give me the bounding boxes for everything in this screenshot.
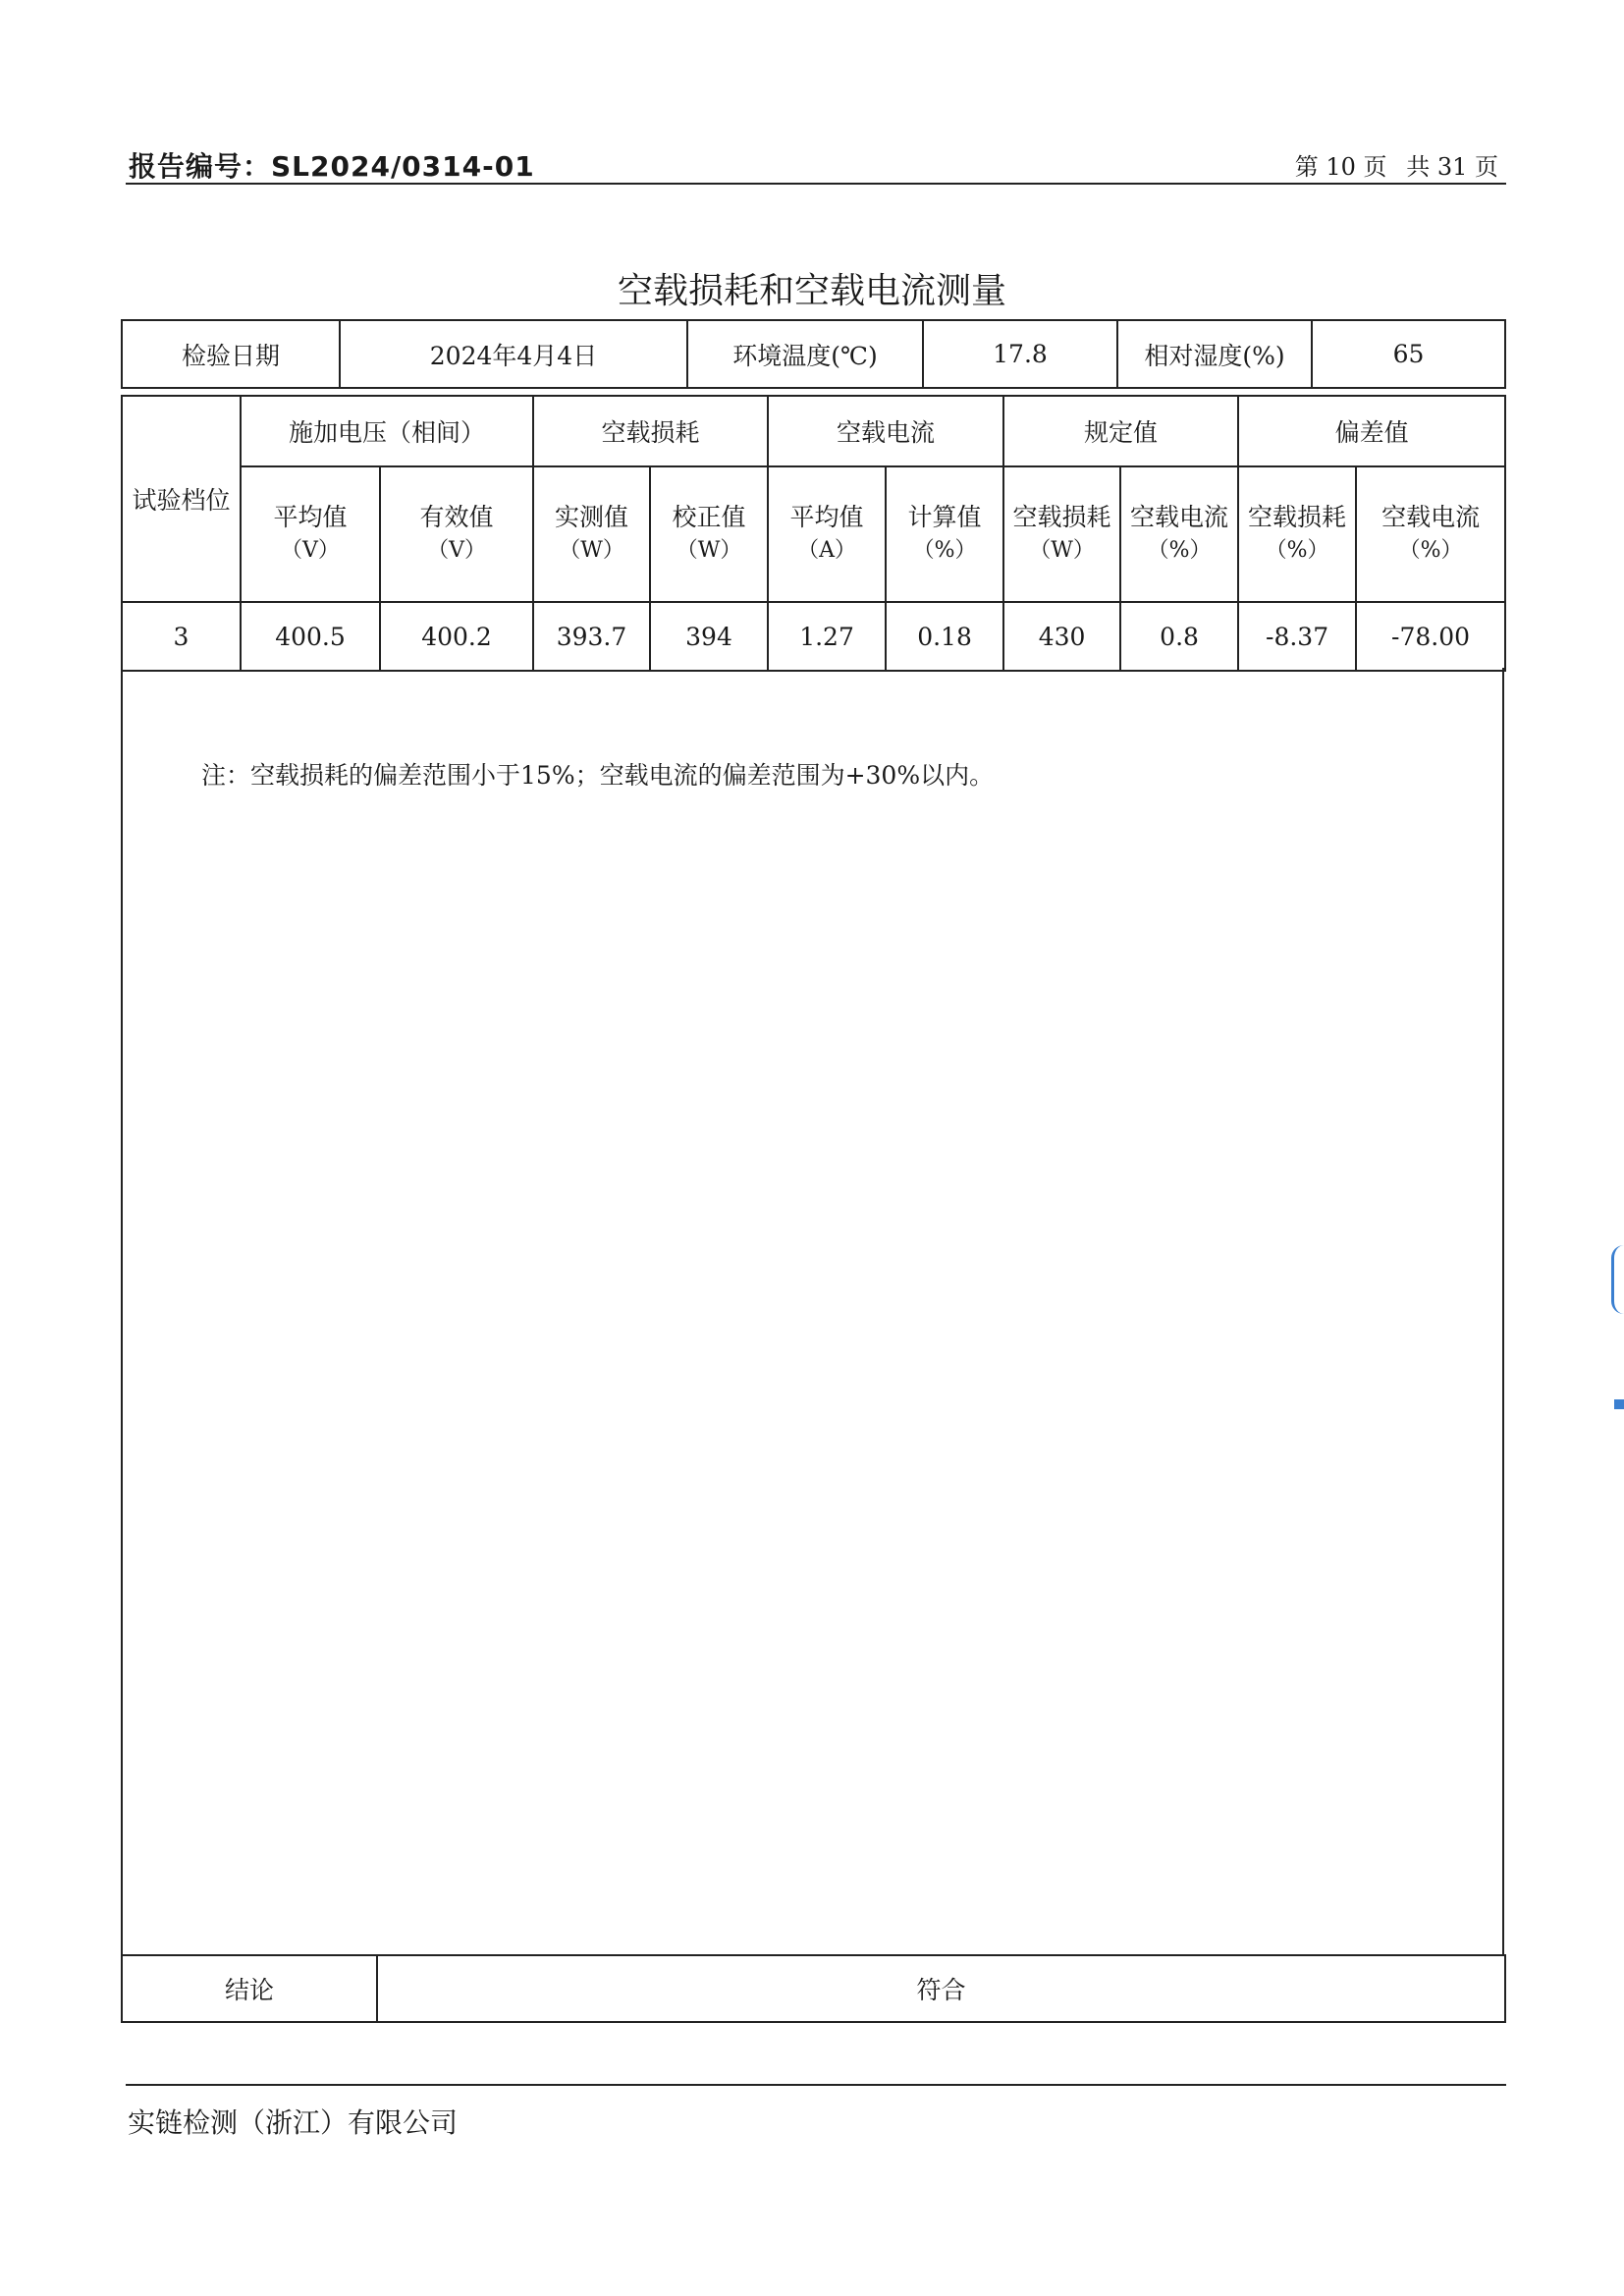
column-unit: （W） bbox=[1029, 538, 1095, 563]
note-text: 注：空载损耗的偏差范围小于15%；空载电流的偏差范围为+30%以内。 bbox=[201, 761, 995, 790]
column-header bbox=[1356, 466, 1505, 602]
column-header bbox=[650, 466, 768, 602]
cell-specified-current: 0.8 bbox=[1120, 602, 1238, 671]
column-header bbox=[533, 466, 650, 602]
footer-rule bbox=[126, 2084, 1506, 2086]
column-unit: （A） bbox=[797, 538, 856, 563]
column-name: 空载电流 bbox=[1381, 503, 1481, 531]
page-total: 共 31 页 bbox=[1406, 153, 1498, 181]
column-name: 空载损耗 bbox=[1012, 503, 1111, 531]
cell-gear-position: 3 bbox=[122, 602, 241, 671]
column-unit: （V） bbox=[427, 538, 486, 563]
column-name: 校正值 bbox=[672, 503, 746, 531]
humidity-label: 相对湿度(%) bbox=[1117, 320, 1312, 388]
temperature-label: 环境温度(℃) bbox=[687, 320, 923, 388]
measurement-table bbox=[121, 395, 1506, 672]
column-unit: （%） bbox=[1398, 538, 1463, 563]
column-name: 计算值 bbox=[907, 503, 982, 531]
cell-current-calculated: 0.18 bbox=[886, 602, 1003, 671]
column-header bbox=[886, 466, 1003, 602]
temperature-value: 17.8 bbox=[923, 320, 1117, 388]
group-header-specified: 规定值 bbox=[1003, 396, 1238, 466]
column-header bbox=[380, 466, 533, 602]
conclusion-value: 符合 bbox=[377, 1955, 1505, 2022]
column-unit: （%） bbox=[912, 538, 977, 563]
column-unit: （W） bbox=[559, 538, 624, 563]
page-indicator bbox=[1283, 147, 1498, 182]
page-title: 空载损耗和空载电流测量 bbox=[617, 271, 1006, 311]
column-name: 平均值 bbox=[789, 503, 864, 531]
column-name: 空载损耗 bbox=[1248, 503, 1347, 531]
group-header-deviation: 偏差值 bbox=[1238, 396, 1505, 466]
report-number: 报告编号：SL2024/0314-01 bbox=[129, 150, 535, 183]
column-header bbox=[768, 466, 886, 602]
info-table bbox=[121, 319, 1506, 389]
conclusion-label: 结论 bbox=[122, 1955, 377, 2022]
cell-voltage-rms: 400.2 bbox=[380, 602, 533, 671]
group-header-loss: 空载损耗 bbox=[533, 396, 768, 466]
column-name: 空载电流 bbox=[1130, 503, 1229, 531]
conclusion-table bbox=[121, 1954, 1506, 2023]
group-header-current: 空载电流 bbox=[768, 396, 1003, 466]
column-header bbox=[1003, 466, 1120, 602]
cell-loss-measured: 393.7 bbox=[533, 602, 650, 671]
cell-voltage-average: 400.5 bbox=[241, 602, 380, 671]
cell-specified-loss: 430 bbox=[1003, 602, 1120, 671]
humidity-value: 65 bbox=[1312, 320, 1505, 388]
column-header bbox=[241, 466, 380, 602]
column-unit: （W） bbox=[676, 538, 742, 563]
date-label: 检验日期 bbox=[122, 320, 340, 388]
company-name: 实链检测（浙江）有限公司 bbox=[128, 2106, 459, 2139]
cell-deviation-loss: -8.37 bbox=[1238, 602, 1356, 671]
header-rule bbox=[126, 183, 1506, 185]
scan-edge-dot bbox=[1614, 1399, 1624, 1409]
column-unit: （%） bbox=[1147, 538, 1212, 563]
page-number: 第 10 页 bbox=[1294, 153, 1387, 181]
cell-loss-corrected: 394 bbox=[650, 602, 768, 671]
column-header bbox=[1238, 466, 1356, 602]
column-header bbox=[1120, 466, 1238, 602]
scan-edge-mark bbox=[1611, 1245, 1624, 1314]
column-unit: （V） bbox=[281, 538, 340, 563]
date-value: 2024年4月4日 bbox=[340, 320, 687, 388]
group-header-voltage: 施加电压（相间） bbox=[241, 396, 533, 466]
column-name: 有效值 bbox=[419, 503, 494, 531]
cell-deviation-current: -78.00 bbox=[1356, 602, 1505, 671]
column-name: 实测值 bbox=[555, 503, 629, 531]
table-row bbox=[122, 602, 1505, 671]
column-name: 平均值 bbox=[273, 503, 348, 531]
cell-current-average: 1.27 bbox=[768, 602, 886, 671]
column-unit: （%） bbox=[1265, 538, 1329, 563]
notes-area bbox=[121, 668, 1504, 1956]
gear-position-header: 试验档位 bbox=[122, 396, 241, 602]
